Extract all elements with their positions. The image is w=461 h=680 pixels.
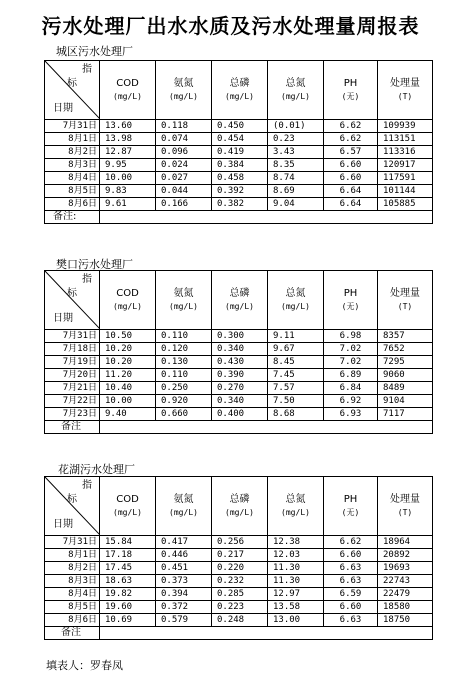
tp-cell: 0.419 (212, 146, 268, 159)
nh3-cell: 0.110 (156, 369, 212, 382)
nh3-cell: 0.027 (156, 172, 212, 185)
note-value (100, 421, 433, 434)
plant-table (44, 60, 433, 224)
date-cell: 8月3日 (45, 159, 100, 172)
date-cell: 8月3日 (45, 575, 100, 588)
ph-cell: 6.60 (324, 159, 378, 172)
ph-cell: 7.02 (324, 343, 378, 356)
tn-cell: 12.38 (268, 536, 324, 549)
corner-date: 日期 (53, 313, 73, 324)
ph-cell: 6.62 (324, 133, 378, 146)
date-cell: 7月18日 (45, 343, 100, 356)
tp-cell: 0.248 (212, 614, 268, 627)
nh3-cell: 0.446 (156, 549, 212, 562)
header-row (45, 271, 433, 330)
date-cell: 8月4日 (45, 588, 100, 601)
flow-cell: 20892 (378, 549, 433, 562)
tn-cell: 8.68 (268, 408, 324, 421)
flow-cell: 18580 (378, 601, 433, 614)
date-cell: 8月1日 (45, 549, 100, 562)
corner-cell (45, 271, 100, 330)
date-cell: 8月2日 (45, 146, 100, 159)
table-row (45, 549, 433, 562)
ph-cell: 6.57 (324, 146, 378, 159)
flow-cell: 7652 (378, 343, 433, 356)
flow-cell: 7117 (378, 408, 433, 421)
tn-cell: 13.00 (268, 614, 324, 627)
header-ph: PH (无) (324, 61, 378, 120)
date-cell: 8月6日 (45, 198, 100, 211)
ph-cell: 6.93 (324, 408, 378, 421)
header-nh3: 氨氮 (mg/L) (156, 61, 212, 120)
nh3-cell: 0.372 (156, 601, 212, 614)
table-row (45, 146, 433, 159)
tn-cell: 11.30 (268, 575, 324, 588)
tp-cell: 0.454 (212, 133, 268, 146)
table-row (45, 198, 433, 211)
tn-cell: 12.97 (268, 588, 324, 601)
date-cell: 8月5日 (45, 601, 100, 614)
cod-cell: 10.00 (100, 395, 156, 408)
tn-cell: 0.23 (268, 133, 324, 146)
tn-cell: 7.57 (268, 382, 324, 395)
tp-cell: 0.390 (212, 369, 268, 382)
nh3-cell: 0.394 (156, 588, 212, 601)
tn-cell: 13.58 (268, 601, 324, 614)
tn-cell: 8.45 (268, 356, 324, 369)
tn-cell: 8.35 (268, 159, 324, 172)
date-cell: 7月21日 (45, 382, 100, 395)
tn-cell: 9.04 (268, 198, 324, 211)
ph-cell: 6.89 (324, 369, 378, 382)
ph-cell: 6.62 (324, 120, 378, 133)
table-row (45, 601, 433, 614)
nh3-cell: 0.920 (156, 395, 212, 408)
nh3-cell: 0.118 (156, 120, 212, 133)
flow-cell: 9104 (378, 395, 433, 408)
tp-cell: 0.223 (212, 601, 268, 614)
nh3-cell: 0.074 (156, 133, 212, 146)
header-nh3: 氨氮 (mg/L) (156, 477, 212, 536)
cod-cell: 12.87 (100, 146, 156, 159)
corner-date: 日期 (53, 519, 73, 530)
flow-cell: 9060 (378, 369, 433, 382)
tp-cell: 0.392 (212, 185, 268, 198)
date-cell: 7月31日 (45, 330, 100, 343)
table-row (45, 133, 433, 146)
note-label: 备注: (45, 211, 100, 224)
cod-cell: 9.40 (100, 408, 156, 421)
plant-name: 花湖污水处理厂 (58, 463, 135, 476)
date-cell: 8月5日 (45, 185, 100, 198)
header-tp: 总磷 (mg/L) (212, 477, 268, 536)
header-nh3: 氨氮 (mg/L) (156, 271, 212, 330)
plant-name: 城区污水处理厂 (56, 45, 133, 58)
flow-cell: 117591 (378, 172, 433, 185)
table-row (45, 395, 433, 408)
cod-cell: 9.61 (100, 198, 156, 211)
date-cell: 8月4日 (45, 172, 100, 185)
nh3-cell: 0.110 (156, 330, 212, 343)
nh3-cell: 0.130 (156, 356, 212, 369)
plant-table (44, 476, 433, 640)
tn-cell: 9.11 (268, 330, 324, 343)
header-tn: 总氮 (mg/L) (268, 61, 324, 120)
ph-cell: 6.98 (324, 330, 378, 343)
ph-cell: 6.64 (324, 198, 378, 211)
date-cell: 7月20日 (45, 369, 100, 382)
nh3-cell: 0.166 (156, 198, 212, 211)
corner-date: 日期 (53, 103, 73, 114)
header-cod: COD (mg/L) (100, 271, 156, 330)
table-row (45, 330, 433, 343)
flow-cell: 22479 (378, 588, 433, 601)
cod-cell: 11.20 (100, 369, 156, 382)
nh3-cell: 0.660 (156, 408, 212, 421)
ph-cell: 7.02 (324, 356, 378, 369)
ph-cell: 6.60 (324, 601, 378, 614)
tp-cell: 0.285 (212, 588, 268, 601)
tn-cell: 12.03 (268, 549, 324, 562)
plant-table (44, 270, 433, 434)
flow-cell: 120917 (378, 159, 433, 172)
ph-cell: 6.63 (324, 614, 378, 627)
tp-cell: 0.270 (212, 382, 268, 395)
corner-cell (45, 61, 100, 120)
ph-cell: 6.64 (324, 185, 378, 198)
nh3-cell: 0.451 (156, 562, 212, 575)
ph-cell: 6.60 (324, 172, 378, 185)
tp-cell: 0.458 (212, 172, 268, 185)
cod-cell: 17.45 (100, 562, 156, 575)
tn-cell: 9.67 (268, 343, 324, 356)
nh3-cell: 0.120 (156, 343, 212, 356)
date-cell: 7月31日 (45, 120, 100, 133)
tp-cell: 0.340 (212, 343, 268, 356)
table-row (45, 588, 433, 601)
tp-cell: 0.400 (212, 408, 268, 421)
tp-cell: 0.430 (212, 356, 268, 369)
tp-cell: 0.232 (212, 575, 268, 588)
date-cell: 7月31日 (45, 536, 100, 549)
flow-cell: 8357 (378, 330, 433, 343)
cod-cell: 10.20 (100, 343, 156, 356)
tn-cell: 7.45 (268, 369, 324, 382)
tn-cell: 3.43 (268, 146, 324, 159)
ph-cell: 6.63 (324, 562, 378, 575)
note-row (45, 211, 433, 224)
flow-cell: 19693 (378, 562, 433, 575)
flow-cell: 7295 (378, 356, 433, 369)
tp-cell: 0.340 (212, 395, 268, 408)
header-cod: COD (mg/L) (100, 61, 156, 120)
header-flow: 处理量 (T) (378, 477, 433, 536)
tn-cell: 8.69 (268, 185, 324, 198)
table-row (45, 159, 433, 172)
ph-cell: 6.62 (324, 536, 378, 549)
cod-cell: 10.50 (100, 330, 156, 343)
cod-cell: 17.18 (100, 549, 156, 562)
tp-cell: 0.450 (212, 120, 268, 133)
flow-cell: 109939 (378, 120, 433, 133)
table-row (45, 172, 433, 185)
cod-cell: 19.60 (100, 601, 156, 614)
tp-cell: 0.384 (212, 159, 268, 172)
date-cell: 7月19日 (45, 356, 100, 369)
flow-cell: 105885 (378, 198, 433, 211)
header-flow: 处理量 (T) (378, 271, 433, 330)
nh3-cell: 0.096 (156, 146, 212, 159)
note-row (45, 627, 433, 640)
nh3-cell: 0.373 (156, 575, 212, 588)
cod-cell: 9.95 (100, 159, 156, 172)
table-row (45, 614, 433, 627)
note-value (100, 627, 433, 640)
cod-cell: 15.84 (100, 536, 156, 549)
header-tn: 总氮 (mg/L) (268, 477, 324, 536)
cod-cell: 13.98 (100, 133, 156, 146)
table-row (45, 575, 433, 588)
header-tn: 总氮 (mg/L) (268, 271, 324, 330)
header-tp: 总磷 (mg/L) (212, 61, 268, 120)
cod-cell: 10.20 (100, 356, 156, 369)
ph-cell: 6.60 (324, 549, 378, 562)
tn-cell: 8.74 (268, 172, 324, 185)
plant-name: 樊口污水处理厂 (56, 258, 133, 271)
header-ph: PH (无) (324, 271, 378, 330)
note-row (45, 421, 433, 434)
table-row (45, 343, 433, 356)
cod-cell: 9.83 (100, 185, 156, 198)
cod-cell: 10.00 (100, 172, 156, 185)
tp-cell: 0.382 (212, 198, 268, 211)
flow-cell: 113151 (378, 133, 433, 146)
nh3-cell: 0.044 (156, 185, 212, 198)
flow-cell: 113316 (378, 146, 433, 159)
corner-cell (45, 477, 100, 536)
table-row (45, 185, 433, 198)
date-cell: 7月22日 (45, 395, 100, 408)
nh3-cell: 0.250 (156, 382, 212, 395)
flow-cell: 18964 (378, 536, 433, 549)
header-ph: PH (无) (324, 477, 378, 536)
flow-cell: 22743 (378, 575, 433, 588)
ph-cell: 6.59 (324, 588, 378, 601)
tp-cell: 0.300 (212, 330, 268, 343)
corner-indicator: 指 (82, 274, 92, 285)
note-value (100, 211, 433, 224)
flow-cell: 101144 (378, 185, 433, 198)
date-cell: 8月2日 (45, 562, 100, 575)
date-cell: 7月23日 (45, 408, 100, 421)
cod-cell: 13.60 (100, 120, 156, 133)
note-label: 备注 (45, 421, 100, 434)
table-row (45, 382, 433, 395)
header-row (45, 61, 433, 120)
header-tp: 总磷 (mg/L) (212, 271, 268, 330)
date-cell: 8月6日 (45, 614, 100, 627)
flow-cell: 18750 (378, 614, 433, 627)
date-cell: 8月1日 (45, 133, 100, 146)
note-label: 备注 (45, 627, 100, 640)
corner-indicator: 指 (82, 480, 92, 491)
cod-cell: 10.69 (100, 614, 156, 627)
nh3-cell: 0.024 (156, 159, 212, 172)
ph-cell: 6.63 (324, 575, 378, 588)
cod-cell: 18.63 (100, 575, 156, 588)
tn-cell: 7.50 (268, 395, 324, 408)
corner-indicator: 指 (82, 64, 92, 75)
report-title: 污水处理厂出水水质及污水处理量周报表 (41, 14, 420, 38)
header-flow: 处理量 (T) (378, 61, 433, 120)
tp-cell: 0.220 (212, 562, 268, 575)
table-row (45, 369, 433, 382)
tn-cell: 11.30 (268, 562, 324, 575)
nh3-cell: 0.579 (156, 614, 212, 627)
flow-cell: 8489 (378, 382, 433, 395)
tp-cell: 0.217 (212, 549, 268, 562)
tn-cell: (0.01) (268, 120, 324, 133)
corner-mark: 标 (67, 78, 77, 89)
corner-mark: 标 (67, 494, 77, 505)
header-row (45, 477, 433, 536)
table-row (45, 562, 433, 575)
corner-mark: 标 (67, 288, 77, 299)
ph-cell: 6.84 (324, 382, 378, 395)
cod-cell: 19.82 (100, 588, 156, 601)
table-row (45, 356, 433, 369)
filled-by: 填表人：罗春凤 (46, 659, 123, 672)
table-row (45, 536, 433, 549)
table-row (45, 120, 433, 133)
cod-cell: 10.40 (100, 382, 156, 395)
tp-cell: 0.256 (212, 536, 268, 549)
header-cod: COD (mg/L) (100, 477, 156, 536)
nh3-cell: 0.417 (156, 536, 212, 549)
table-row (45, 408, 433, 421)
ph-cell: 6.92 (324, 395, 378, 408)
